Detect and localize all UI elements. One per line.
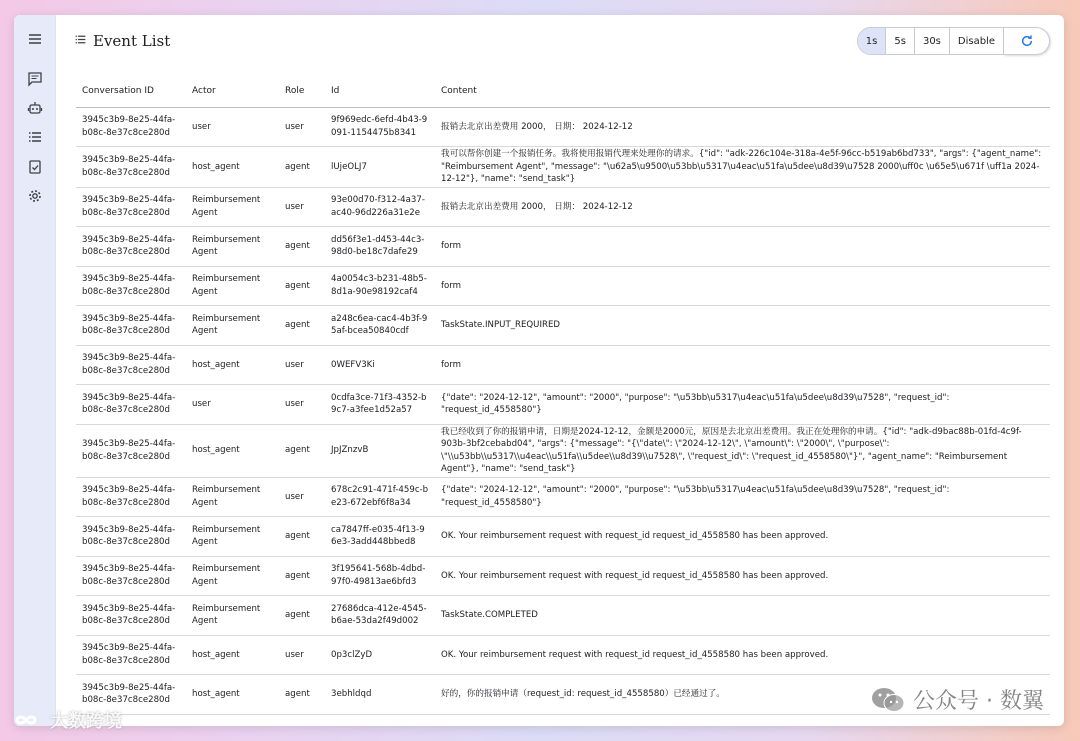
interval-30s-button[interactable]: 30s (915, 28, 950, 54)
cell-role: agent (279, 517, 325, 557)
cell-id: ca7847ff-e035-4f13-96e3-3add448bbed8 (325, 517, 435, 557)
robot-icon[interactable] (23, 96, 47, 120)
cell-role: user (279, 385, 325, 425)
cell-actor: host_agent (186, 635, 279, 675)
cell-conversation-id: 3945c3b9-8e25-44fa-b08c-8e37c8ce280d (76, 306, 186, 346)
cell-content: OK. Your reimbursement request with request_id request_id_4558580 has been approved. (435, 556, 1050, 596)
cell-actor: Reimbursement Agent (186, 306, 279, 346)
chat-icon[interactable] (23, 67, 47, 91)
cell-id: 0WEFV3Ki (325, 345, 435, 385)
event-table-container (76, 75, 1050, 715)
main-content (56, 15, 1064, 726)
column-header-actor[interactable]: Actor (186, 75, 279, 107)
cell-role: agent (279, 147, 325, 188)
cell-content: 好的，你的报销申请（request_id: request_id_4558580）已经通过了。 (435, 675, 1050, 715)
table-row[interactable] (76, 424, 1050, 477)
table-row[interactable] (76, 517, 1050, 557)
cell-content: {"date": "2024-12-12", "amount": "2000", "purpose": "\u53bb\u5317\u4eac\u51fa\u5dee\u8d39\u7528", "request_id": "request_id_4558580"} (435, 385, 1050, 425)
cell-id: 9f969edc-6efd-4b43-9091-1154475b8341 (325, 107, 435, 147)
cell-role: agent (279, 556, 325, 596)
table-row[interactable] (76, 556, 1050, 596)
refresh-interval-group (857, 27, 1004, 55)
table-row[interactable] (76, 596, 1050, 636)
table-body (76, 107, 1050, 714)
cell-role: agent (279, 424, 325, 477)
cell-content: TaskState.INPUT_REQUIRED (435, 306, 1050, 346)
interval-5s-button[interactable]: 5s (886, 28, 915, 54)
table-row[interactable] (76, 107, 1050, 147)
sidebar (14, 15, 56, 726)
page-title: Event List (93, 31, 171, 50)
cell-role: user (279, 635, 325, 675)
interval-disable-button[interactable]: Disable (950, 28, 1003, 54)
cell-actor: host_agent (186, 147, 279, 188)
cell-role: user (279, 187, 325, 227)
cell-conversation-id: 3945c3b9-8e25-44fa-b08c-8e37c8ce280d (76, 227, 186, 267)
wechat-icon (869, 685, 907, 715)
cell-content: 我已经收到了你的报销申请，日期是2024-12-12，金额是2000元，原因是去北京出差费用。我正在处理你的申请。{"id": "adk-d9bac88b-01fd-4c9f-903b-3bf2cebabd04", "args": {"message": "{\"date\": \"2024-12-12\", \"amount\": \"2000\", \"purpose\": \"\\u53bb\\u5317\\u4eac\\u51fa\\u5dee\\u8d39\\u7528\", \"request_id\": \"request_id_4558580\"}", "agent_name": "Reimbursement Agent"}, "name": "send_task"} (435, 424, 1050, 477)
cell-role: user (279, 477, 325, 517)
cell-id: 0p3clZyD (325, 635, 435, 675)
cell-actor: host_agent (186, 345, 279, 385)
cell-id: 3f195641-568b-4dbd-97f0-49813ae6bfd3 (325, 556, 435, 596)
table-row[interactable] (76, 345, 1050, 385)
cell-conversation-id: 3945c3b9-8e25-44fa-b08c-8e37c8ce280d (76, 424, 186, 477)
menu-icon[interactable] (23, 27, 47, 51)
cell-content: form (435, 266, 1050, 306)
refresh-toolbar (857, 27, 1050, 55)
table-row[interactable] (76, 477, 1050, 517)
column-header-role[interactable]: Role (279, 75, 325, 107)
cell-id: lUjeOLJ7 (325, 147, 435, 188)
table-header-row (76, 75, 1050, 107)
cell-actor: Reimbursement Agent (186, 266, 279, 306)
cell-role: agent (279, 227, 325, 267)
cell-role: user (279, 107, 325, 147)
cell-content: OK. Your reimbursement request with request_id request_id_4558580 has been approved. (435, 517, 1050, 557)
cell-actor: Reimbursement Agent (186, 227, 279, 267)
refresh-button[interactable] (1004, 27, 1050, 55)
cell-conversation-id: 3945c3b9-8e25-44fa-b08c-8e37c8ce280d (76, 517, 186, 557)
table-row[interactable] (76, 266, 1050, 306)
column-header-conversation-id[interactable]: Conversation ID (76, 75, 186, 107)
cell-actor: host_agent (186, 675, 279, 715)
cell-actor: Reimbursement Agent (186, 187, 279, 227)
list-icon (74, 31, 87, 50)
infinity-logo-icon (8, 709, 44, 731)
corner-watermark (8, 707, 122, 733)
corner-watermark-text: 大数跨境 (50, 711, 122, 732)
cell-conversation-id: 3945c3b9-8e25-44fa-b08c-8e37c8ce280d (76, 147, 186, 188)
cell-actor: Reimbursement Agent (186, 556, 279, 596)
cell-id: 0cdfa3ce-71f3-4352-b9c7-a3fee1d52a57 (325, 385, 435, 425)
task-check-icon[interactable] (23, 155, 47, 179)
cell-role: agent (279, 306, 325, 346)
table-row[interactable] (76, 227, 1050, 267)
cell-actor: Reimbursement Agent (186, 477, 279, 517)
gear-icon[interactable] (23, 184, 47, 208)
cell-content: 我可以帮你创建一个报销任务。我将使用报销代理来处理你的请求。{"id": "adk-226c104e-318a-4e5f-96cc-b519ab6bd733", "args": {"agent_name": "Reimbursement Agent", "message": "\u62a5\u9500\u53bb\u5317\u4eac\u51fa\u5dee\u8d39\u7528 2000\uff0c \u65e5\u671f \uff1a 2024-12-12"}, "name": "send_task"} (435, 147, 1050, 188)
column-header-id[interactable]: Id (325, 75, 435, 107)
cell-conversation-id: 3945c3b9-8e25-44fa-b08c-8e37c8ce280d (76, 675, 186, 715)
cell-id: 93e00d70-f312-4a37-ac40-96d226a31e2e (325, 187, 435, 227)
cell-content: TaskState.COMPLETED (435, 596, 1050, 636)
cell-content: 报销去北京出差费用 2000， 日期： 2024-12-12 (435, 187, 1050, 227)
cell-actor: Reimbursement Agent (186, 517, 279, 557)
cell-conversation-id: 3945c3b9-8e25-44fa-b08c-8e37c8ce280d (76, 635, 186, 675)
cell-content: OK. Your reimbursement request with request_id request_id_4558580 has been approved. (435, 635, 1050, 675)
table-row[interactable] (76, 635, 1050, 675)
cell-id: 4a0054c3-b231-48b5-8d1a-90e98192caf4 (325, 266, 435, 306)
cell-id: JpJZnzvB (325, 424, 435, 477)
cell-content: 报销去北京出差费用 2000， 日期： 2024-12-12 (435, 107, 1050, 147)
cell-actor: host_agent (186, 424, 279, 477)
cell-content: form (435, 227, 1050, 267)
cell-content: {"date": "2024-12-12", "amount": "2000", "purpose": "\u53bb\u5317\u4eac\u51fa\u5dee\u8d39\u7528", "request_id": "request_id_4558580"} (435, 477, 1050, 517)
refresh-icon (1020, 34, 1034, 48)
cell-conversation-id: 3945c3b9-8e25-44fa-b08c-8e37c8ce280d (76, 385, 186, 425)
table-row[interactable] (76, 306, 1050, 346)
table-row[interactable] (76, 147, 1050, 188)
cell-actor: user (186, 107, 279, 147)
interval-1s-button[interactable]: 1s (858, 28, 887, 54)
cell-role: agent (279, 675, 325, 715)
app-window (14, 15, 1064, 726)
cell-role: agent (279, 266, 325, 306)
cell-conversation-id: 3945c3b9-8e25-44fa-b08c-8e37c8ce280d (76, 107, 186, 147)
table-row[interactable] (76, 187, 1050, 227)
cell-conversation-id: 3945c3b9-8e25-44fa-b08c-8e37c8ce280d (76, 596, 186, 636)
event-table (76, 75, 1050, 715)
list-icon[interactable] (23, 125, 47, 149)
table-row[interactable] (76, 385, 1050, 425)
cell-conversation-id: 3945c3b9-8e25-44fa-b08c-8e37c8ce280d (76, 266, 186, 306)
cell-id: 3ebhldqd (325, 675, 435, 715)
cell-conversation-id: 3945c3b9-8e25-44fa-b08c-8e37c8ce280d (76, 556, 186, 596)
cell-id: 27686dca-412e-4545-b6ae-53da2f49d002 (325, 596, 435, 636)
cell-id: a248c6ea-cac4-4b3f-95af-bcea50840cdf (325, 306, 435, 346)
cell-content: form (435, 345, 1050, 385)
cell-actor: user (186, 385, 279, 425)
cell-conversation-id: 3945c3b9-8e25-44fa-b08c-8e37c8ce280d (76, 477, 186, 517)
wechat-watermark (869, 684, 1044, 715)
column-header-content[interactable]: Content (435, 75, 1050, 107)
watermark-text: 公众号 · 数翼 (913, 689, 1044, 714)
cell-id: 678c2c91-471f-459c-be23-672ebf6f8a34 (325, 477, 435, 517)
cell-id: dd56f3e1-d453-44c3-98d0-be18c7dafe29 (325, 227, 435, 267)
page-header (74, 31, 170, 50)
cell-conversation-id: 3945c3b9-8e25-44fa-b08c-8e37c8ce280d (76, 345, 186, 385)
cell-role: user (279, 345, 325, 385)
cell-conversation-id: 3945c3b9-8e25-44fa-b08c-8e37c8ce280d (76, 187, 186, 227)
cell-actor: Reimbursement Agent (186, 596, 279, 636)
cell-role: agent (279, 596, 325, 636)
